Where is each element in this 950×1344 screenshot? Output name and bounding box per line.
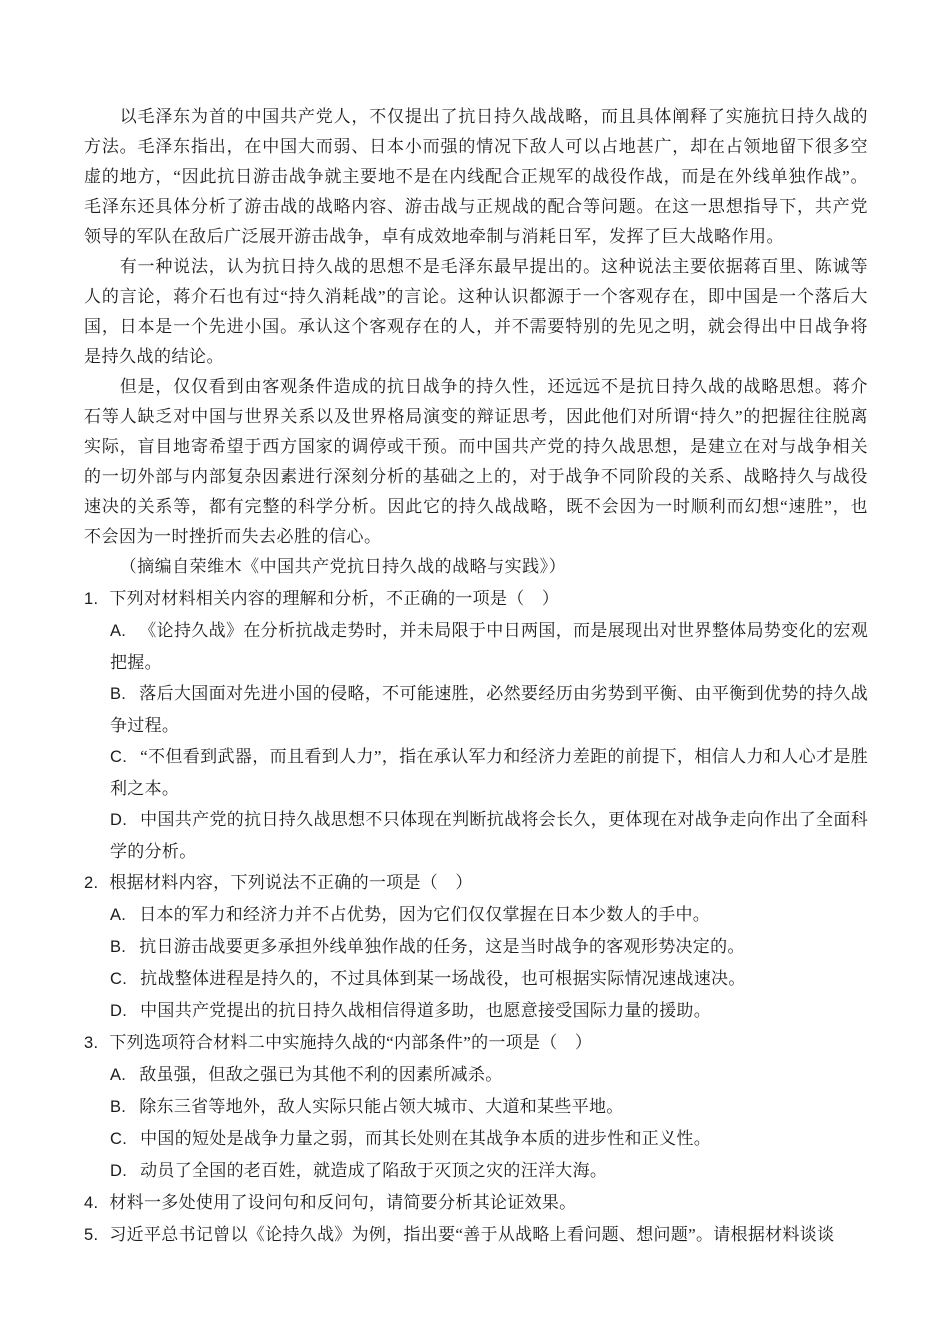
question-2-stem-line [84,867,868,899]
option-b-text: 抗日游击战要更多承担外线单独作战的任务，这是当时战争的客观形势决定的。 [139,937,745,956]
question-3-stem: 下列选项符合材料二中实施持久战的“内部条件”的一项是（ ） [109,1033,593,1052]
question-5-stem-line [84,1219,868,1251]
option-a-label: A. [110,906,127,924]
option-c-text: “不但看到武器，而且看到人力”，指在承认军力和经济力差距的前提下，相信人力和人心才是胜利之本。 [110,747,868,798]
question-5 [84,1219,868,1251]
passage-paragraph-1: 以毛泽东为首的中国共产党人，不仅提出了抗日持久战战略，而且具体阐释了实施抗日持久战的方法。毛泽东指出，在中国大而弱、日本小而强的情况下敌人可以占地甚广，却在占领地留下很多空虚的地方，“因此抗日游击战争就主要地不是在内线配合正规军的战役作战，而是在外线单独作战”。毛泽东还具体分析了游击战的战略内容、游击战与正规战的配合等问题。在这一思想指导下，共产党领导的军队在敌后广泛展开游击战争，卓有成效地牵制与消耗日军，发挥了巨大战略作用。 [84,107,868,246]
option-d-label: D. [110,1162,128,1180]
question-4-number: 4. [84,1194,99,1212]
question-3 [84,1027,868,1187]
source-attribution: （摘编自荣维木《中国共产党抗日持久战的战略与实践》） [119,557,567,576]
option-a-text: 《论持久战》在分析抗战走势时，并未局限于中日两国，而是展现出对世界整体局势变化的宏观把握。 [110,621,868,672]
question-1 [84,583,868,867]
question-3-option-c [110,1123,868,1155]
option-c-label: C. [110,748,128,766]
question-3-option-a [110,1059,868,1091]
question-1-option-b [110,678,868,741]
question-2-stem: 根据材料内容，下列说法不正确的一项是（ ） [109,873,473,892]
option-d-label: D. [110,1002,128,1020]
option-d-text: 动员了全国的老百姓，就造成了陷敌于灭顶之灾的汪洋大海。 [140,1161,608,1180]
question-2-number: 2. [84,874,99,892]
question-1-number: 1. [84,590,99,608]
option-b-label: B. [110,1098,127,1116]
option-d-text: 中国共产党提出的抗日持久战相信得道多助，也愿意接受国际力量的援助。 [140,1001,712,1020]
question-3-option-b [110,1091,868,1123]
option-a-label: A. [110,1066,127,1084]
question-2-option-b [110,931,868,963]
question-4 [84,1187,868,1219]
question-2 [84,867,868,1027]
option-a-text: 敌虽强，但敌之强已为其他不利的因素所减杀。 [139,1065,503,1084]
question-3-option-d [110,1155,868,1187]
question-4-stem-line [84,1187,868,1219]
question-1-option-c [110,741,868,804]
option-d-text: 中国共产党的抗日持久战思想不只体现在判断抗战将会长久，更体现在对战争走向作出了全面科学的分析。 [110,810,868,861]
option-a-text: 日本的军力和经济力并不占优势，因为它们仅仅掌握在日本少数人的手中。 [139,905,711,924]
passage-paragraph-3: 但是，仅仅看到由客观条件造成的抗日战争的持久性，还远远不是抗日持久战的战略思想。蒋介石等人缺乏对中国与世界关系以及世界格局演变的辩证思考，因此他们对所谓“持久”的把握往往脱离实际，盲目地寄希望于西方国家的调停或干预。而中国共产党的持久战思想，是建立在对与战争相关的一切外部与内部复杂因素进行深刻分析的基础之上的，对于战争不同阶段的关系、战略持久与战役速决的关系等，都有完整的科学分析。因此它的持久战战略，既不会因为一时顺利而幻想“速胜”，也不会因为一时挫折而失去必胜的信心。 [84,377,868,546]
question-4-stem: 材料一多处使用了设问句和反问句，请简要分析其论证效果。 [109,1193,577,1212]
option-a-label: A. [110,622,127,640]
question-1-option-a [110,615,868,678]
option-b-label: B. [110,685,127,703]
question-5-number: 5. [84,1226,99,1244]
question-1-option-d [110,804,868,867]
option-c-text: 中国的短处是战争力量之弱，而其长处则在其战争本质的进步性和正义性。 [140,1129,712,1148]
option-b-text: 除东三省等地外，敌人实际只能占领大城市、大道和某些平地。 [139,1097,624,1116]
option-b-text: 落后大国面对先进小国的侵略，不可能速胜，必然要经历由劣势到平衡、由平衡到优势的持久战争过程。 [110,684,868,735]
question-1-stem: 下列对材料相关内容的理解和分析，不正确的一项是（ ） [109,589,560,608]
question-5-stem: 习近平总书记曾以《论持久战》为例，指出要“善于从战略上看问题、想问题”。请根据材料谈谈 [109,1225,835,1244]
option-d-label: D. [110,811,128,829]
question-2-option-c [110,963,868,995]
question-3-number: 3. [84,1034,99,1052]
option-c-label: C. [110,1130,128,1148]
reading-passage [84,102,868,582]
question-3-stem-line [84,1027,868,1059]
option-c-text: 抗战整体进程是持久的，不过具体到某一场战役，也可根据实际情况速战速决。 [140,969,746,988]
question-2-option-a [110,899,868,931]
option-b-label: B. [110,938,127,956]
question-1-stem-line [84,583,868,615]
question-2-option-d [110,995,868,1027]
passage-paragraph-2: 有一种说法，认为抗日持久战的思想不是毛泽东最早提出的。这种说法主要依据蒋百里、陈诚等人的言论，蒋介石也有过“持久消耗战”的言论。这种认识都源于一个客观存在，即中国是一个落后大国，日本是一个先进小国。承认这个客观存在的人，并不需要特别的先见之明，就会得出中日战争将是持久战的结论。 [84,257,868,366]
question-list [84,583,868,1251]
option-c-label: C. [110,970,128,988]
